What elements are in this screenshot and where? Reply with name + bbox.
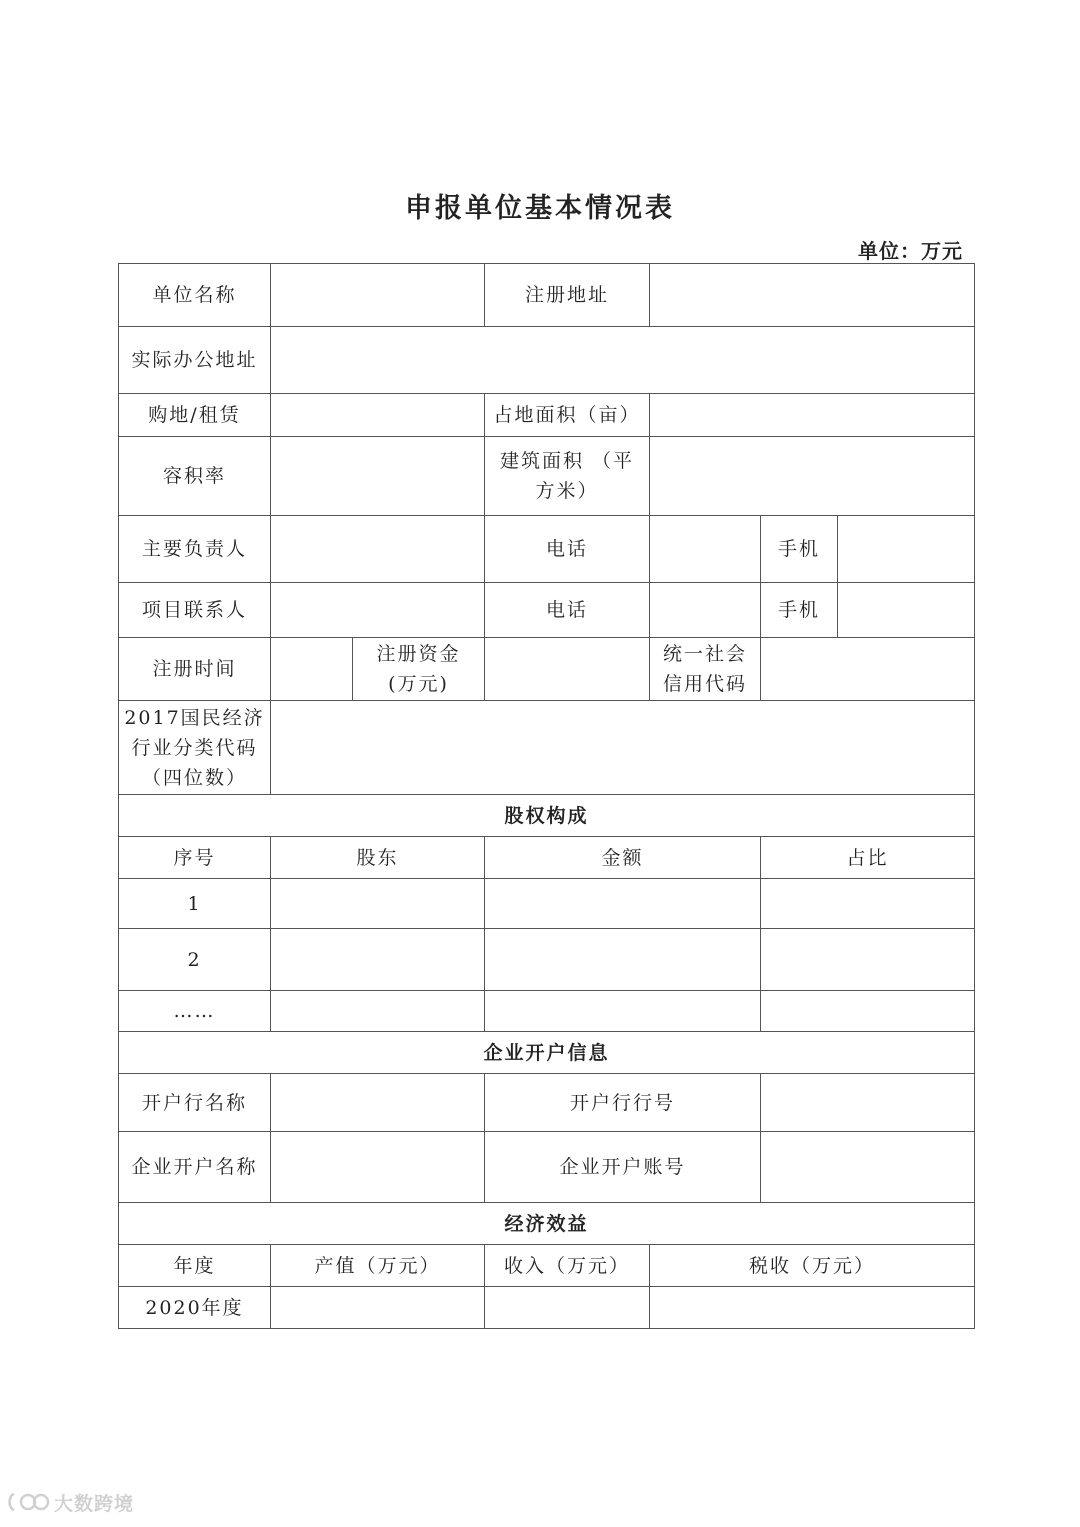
row-economy-heading <box>119 1203 975 1245</box>
field-contact-phone[interactable] <box>650 583 761 638</box>
field-reg-address[interactable] <box>650 264 975 327</box>
row-equity-headers <box>119 837 975 879</box>
row-main-person <box>119 516 975 583</box>
row-account <box>119 1132 975 1203</box>
label-plot-ratio: 容积率 <box>119 437 271 516</box>
label-main-mobile: 手机 <box>761 516 838 583</box>
field-amount[interactable] <box>485 879 761 929</box>
label-reg-address: 注册地址 <box>485 264 650 327</box>
row-bank-heading <box>119 1032 975 1074</box>
col-header-tax: 税收（万元） <box>650 1245 975 1287</box>
label-land-mode: 购地/租赁 <box>119 394 271 437</box>
label-main-phone: 电话 <box>485 516 650 583</box>
field-building-area[interactable] <box>650 437 975 516</box>
table-row <box>119 1287 975 1329</box>
field-amount[interactable] <box>485 929 761 991</box>
section-heading-economy: 经济效益 <box>119 1203 975 1245</box>
field-main-phone[interactable] <box>650 516 761 583</box>
col-header-year: 年度 <box>119 1245 271 1287</box>
label-contact-phone: 电话 <box>485 583 650 638</box>
label-reg-capital <box>353 638 485 701</box>
field-office-address[interactable] <box>271 327 975 394</box>
field-main-mobile[interactable] <box>838 516 975 583</box>
label-building-area <box>485 437 650 516</box>
label-industry-line3: （四位数） <box>141 766 247 789</box>
label-account-name: 企业开户名称 <box>119 1132 271 1203</box>
field-shareholder[interactable] <box>271 991 485 1032</box>
col-header-amount: 金额 <box>485 837 761 879</box>
section-heading-bank: 企业开户信息 <box>119 1032 975 1074</box>
label-credit-code-line1: 统一社会 <box>662 643 747 665</box>
row-office-address <box>119 327 975 394</box>
label-main-person: 主要负责人 <box>119 516 271 583</box>
label-office-address: 实际办公地址 <box>119 327 271 394</box>
table-row <box>119 879 975 929</box>
row-index: 2 <box>119 929 271 991</box>
field-contact-mobile[interactable] <box>838 583 975 638</box>
row-equity-heading <box>119 795 975 837</box>
watermark <box>6 1489 134 1519</box>
label-contact-mobile: 手机 <box>761 583 838 638</box>
row-registration <box>119 638 975 701</box>
col-header-output: 产值（万元） <box>271 1245 485 1287</box>
label-account-no: 企业开户账号 <box>485 1132 761 1203</box>
row-index: 1 <box>119 879 271 929</box>
label-credit-code-line2: 信用代码 <box>662 673 747 695</box>
label-unit-name: 单位名称 <box>119 264 271 327</box>
watermark-logo-icon <box>6 1490 50 1519</box>
table-row <box>119 991 975 1032</box>
row-economy-headers <box>119 1245 975 1287</box>
label-industry-code <box>119 701 271 795</box>
field-reg-capital[interactable] <box>485 638 650 701</box>
application-form-table <box>118 263 975 1329</box>
row-unit-name <box>119 264 975 327</box>
field-plot-ratio[interactable] <box>271 437 485 516</box>
field-revenue[interactable] <box>485 1287 650 1329</box>
field-ratio[interactable] <box>761 991 975 1032</box>
unit-note: 单位：万元 <box>858 239 963 263</box>
row-year: 2020年度 <box>119 1287 271 1329</box>
field-unit-name[interactable] <box>271 264 485 327</box>
field-output[interactable] <box>271 1287 485 1329</box>
field-credit-code[interactable] <box>761 638 975 701</box>
label-reg-time: 注册时间 <box>119 638 271 701</box>
field-reg-time[interactable] <box>271 638 353 701</box>
label-land-area: 占地面积（亩） <box>485 394 650 437</box>
form-title: 申报单位基本情况表 <box>405 193 675 224</box>
field-amount[interactable] <box>485 991 761 1032</box>
row-land <box>119 394 975 437</box>
label-building-area-line2: 方米） <box>535 480 599 502</box>
table-row <box>119 929 975 991</box>
field-project-contact[interactable] <box>271 583 485 638</box>
field-shareholder[interactable] <box>271 929 485 991</box>
label-reg-capital-line2: (万元) <box>388 673 449 695</box>
label-credit-code <box>650 638 761 701</box>
label-bank-no: 开户行行号 <box>485 1074 761 1132</box>
label-bank-name: 开户行名称 <box>119 1074 271 1132</box>
field-industry-code[interactable] <box>271 701 975 795</box>
label-project-contact: 项目联系人 <box>119 583 271 638</box>
label-reg-capital-line1: 注册资金 <box>376 643 461 665</box>
field-account-name[interactable] <box>271 1132 485 1203</box>
row-index: …… <box>119 991 271 1032</box>
label-industry-line2: 行业分类代码 <box>131 736 258 759</box>
section-heading-equity: 股权构成 <box>119 795 975 837</box>
field-bank-name[interactable] <box>271 1074 485 1132</box>
field-land-mode[interactable] <box>271 394 485 437</box>
watermark-text: 大数跨境 <box>54 1493 135 1515</box>
label-building-area-line1: 建筑面积 （平 <box>499 450 635 472</box>
field-tax[interactable] <box>650 1287 975 1329</box>
field-land-area[interactable] <box>650 394 975 437</box>
field-bank-no[interactable] <box>761 1074 975 1132</box>
row-plot-ratio <box>119 437 975 516</box>
col-header-shareholder: 股东 <box>271 837 485 879</box>
field-main-person[interactable] <box>271 516 485 583</box>
row-industry-code <box>119 701 975 795</box>
field-ratio[interactable] <box>761 879 975 929</box>
row-bank-name <box>119 1074 975 1132</box>
field-ratio[interactable] <box>761 929 975 991</box>
label-industry-line1: 2017国民经济 <box>124 706 265 729</box>
col-header-revenue: 收入（万元） <box>485 1245 650 1287</box>
col-header-index: 序号 <box>119 837 271 879</box>
field-shareholder[interactable] <box>271 879 485 929</box>
field-account-no[interactable] <box>761 1132 975 1203</box>
col-header-ratio: 占比 <box>761 837 975 879</box>
row-project-contact <box>119 583 975 638</box>
